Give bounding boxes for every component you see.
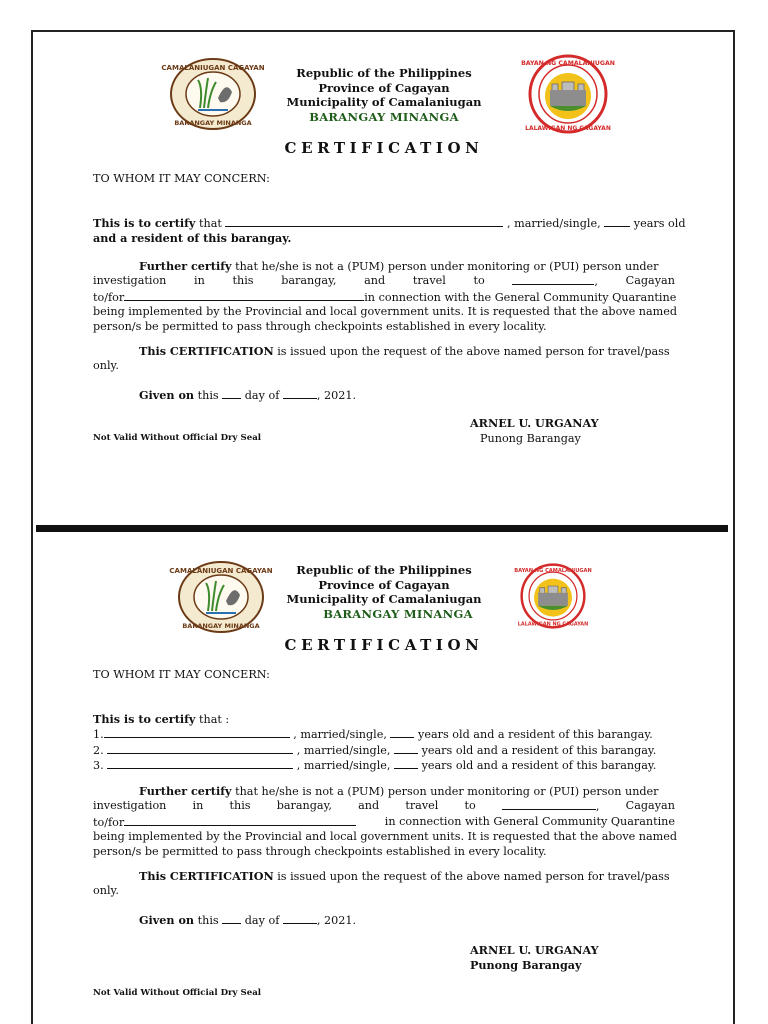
resident-line: and a resident of this barangay. <box>93 231 292 246</box>
issued-line2: only. <box>93 884 119 898</box>
further-line5: person/s be permitted to pass through checkpoints established in every locality. <box>93 319 547 333</box>
issued-paragraph <box>93 344 675 374</box>
certify-paragraph <box>93 712 675 774</box>
dry-seal-note: Not Valid Without Official Dry Seal <box>93 433 262 443</box>
header-municipality: Municipality of Camalaniugan <box>286 592 482 606</box>
further-bold: Further certify <box>139 259 232 273</box>
word-investigation: investigation <box>93 799 167 813</box>
certify-that: that : <box>195 713 230 726</box>
years-old: years old <box>630 217 686 230</box>
connection-text: in connection with General Community Quarantine <box>384 814 675 828</box>
header-municipality: Municipality of Camalaniugan <box>286 95 482 109</box>
signature-block <box>470 943 599 973</box>
svg-text:LALAWIGAN NG CAGAYAN: LALAWIGAN NG CAGAYAN <box>525 125 611 132</box>
given-year: , 2021. <box>316 389 357 402</box>
given-bold: Given on <box>139 913 195 927</box>
letterhead <box>260 563 508 621</box>
word-travel: travel <box>405 799 439 813</box>
day-blank[interactable] <box>222 913 241 924</box>
month-blank[interactable] <box>283 913 317 924</box>
name-blank[interactable] <box>225 216 503 227</box>
word-investigation: investigation <box>93 274 167 288</box>
word-in: in <box>194 274 205 288</box>
municipal-seal-icon <box>514 563 592 629</box>
svg-text:BAYAN NG CAMALANIUGAN: BAYAN NG CAMALANIUGAN <box>521 60 615 67</box>
municipal-seal-icon <box>521 54 615 134</box>
signatory-position: Punong Barangay <box>470 958 582 972</box>
svg-text:BARANGAY MINANGA: BARANGAY MINANGA <box>174 119 252 127</box>
further-bold: Further certify <box>139 784 232 798</box>
document-title: CERTIFICATION <box>284 636 484 654</box>
given-year: , 2021. <box>316 914 357 927</box>
signatory-position: Punong Barangay <box>480 432 581 445</box>
destination-blank[interactable] <box>512 274 594 285</box>
row-number: 1. <box>93 728 104 742</box>
header-republic: Republic of the Philippines <box>296 66 472 80</box>
row-number: 3. <box>93 759 108 773</box>
further-line1: that he/she is not a (PUM) person under monitoring or (PUI) person under <box>231 785 659 798</box>
row-number: 2. <box>93 743 108 757</box>
word-to-for: to/for <box>93 290 125 304</box>
name-blank[interactable] <box>107 758 293 769</box>
word-cagayan: Cagayan <box>625 274 675 288</box>
person-row-2 <box>93 743 675 758</box>
word-barangay: barangay, <box>281 274 337 288</box>
header-barangay: BARANGAY MINANGA <box>323 606 473 621</box>
purpose-blank[interactable] <box>124 815 356 826</box>
svg-text:BARANGAY MINANGA: BARANGAY MINANGA <box>182 622 260 630</box>
married-single: , married/single, <box>293 759 395 773</box>
married-single: , married/single, <box>503 217 605 230</box>
svg-text:CAMALANIUGAN CAGAYAN: CAMALANIUGAN CAGAYAN <box>161 64 265 72</box>
letterhead <box>260 66 508 124</box>
certify-bold: This is to certify <box>93 712 196 726</box>
given-bold: Given on <box>139 388 195 402</box>
given-this: this <box>194 389 223 402</box>
svg-text:LALAWIGAN NG CAGAYAN: LALAWIGAN NG CAGAYAN <box>517 621 589 628</box>
person-row-3 <box>93 758 675 773</box>
name-blank[interactable] <box>104 727 290 738</box>
word-barangay: barangay, <box>276 799 332 813</box>
age-blank[interactable] <box>394 743 418 754</box>
certify-bold: This is to certify <box>93 216 196 230</box>
signatory-name: ARNEL U. URGANAY <box>470 416 599 430</box>
header-barangay: BARANGAY MINANGA <box>309 109 459 124</box>
resident-text: years old and a resident of this barangay. <box>414 728 653 742</box>
salutation: TO WHOM IT MAY CONCERN: <box>93 172 270 185</box>
svg-text:CAMALANIUGAN CAGAYAN: CAMALANIUGAN CAGAYAN <box>169 567 273 575</box>
further-line4: being implemented by the Provincial and local government units. It is requested that the above named <box>93 830 678 844</box>
married-single: , married/single, <box>293 743 395 757</box>
day-blank[interactable] <box>222 388 241 399</box>
name-blank[interactable] <box>107 743 293 754</box>
document-title: CERTIFICATION <box>284 139 484 157</box>
purpose-blank[interactable] <box>124 290 364 301</box>
connection-text: in connection with the General Community Quarantine <box>364 290 677 304</box>
section-divider <box>36 525 728 532</box>
given-day-of: day of <box>241 389 283 402</box>
signatory-name: ARNEL U. URGANAY <box>470 943 599 957</box>
word-and: and <box>364 274 386 288</box>
svg-text:BAYAN NG CAMALANIUGAN: BAYAN NG CAMALANIUGAN <box>514 568 592 575</box>
comma: , <box>595 800 600 814</box>
issued-bold: This CERTIFICATION <box>139 869 274 883</box>
salutation: TO WHOM IT MAY CONCERN: <box>93 668 270 681</box>
further-line4: being implemented by the Provincial and local government units. It is requested that the above named <box>93 305 678 319</box>
age-blank[interactable] <box>390 727 414 738</box>
word-to-for: to/for <box>93 815 125 829</box>
married-single: , married/single, <box>289 728 391 742</box>
certify-that: that <box>195 217 226 230</box>
word-travel: travel <box>412 274 446 288</box>
further-line1: that he/she is not a (PUM) person under monitoring or (PUI) person under <box>231 260 659 273</box>
comma: , <box>594 275 598 289</box>
further-certify-paragraph <box>93 784 678 859</box>
age-blank[interactable] <box>394 758 418 769</box>
header-province: Province of Cagayan <box>318 577 450 592</box>
header-province: Province of Cagayan <box>318 80 450 95</box>
destination-blank[interactable] <box>502 799 596 810</box>
given-paragraph <box>93 913 675 928</box>
resident-text: years old and a resident of this barangay. <box>418 759 657 773</box>
word-this: this <box>229 799 251 813</box>
given-this: this <box>194 914 223 927</box>
certify-paragraph <box>93 216 686 246</box>
signature-block <box>470 416 599 446</box>
further-certify-paragraph <box>93 259 678 334</box>
month-blank[interactable] <box>283 388 317 399</box>
word-this: this <box>232 274 254 288</box>
word-and: and <box>358 799 380 813</box>
header-republic: Republic of the Philippines <box>296 563 472 577</box>
resident-text: years old and a resident of this barangay. <box>418 743 657 757</box>
issued-rest: is issued upon the request of the above named person for travel/pass <box>273 870 670 883</box>
person-row-1 <box>93 727 675 742</box>
given-paragraph <box>93 388 675 403</box>
barangay-seal-icon <box>169 561 273 633</box>
given-day-of: day of <box>241 914 283 927</box>
issued-bold: This CERTIFICATION <box>139 344 274 358</box>
word-cagayan: Cagayan <box>625 799 675 813</box>
issued-paragraph <box>93 869 675 899</box>
word-in: in <box>192 799 204 813</box>
dry-seal-note: Not Valid Without Official Dry Seal <box>93 988 262 998</box>
word-to: to <box>473 274 485 288</box>
issued-line2: only. <box>93 359 119 373</box>
barangay-seal-icon <box>161 58 265 130</box>
further-line5: person/s be permitted to pass through checkpoints established in every locality. <box>93 844 547 858</box>
issued-rest: is issued upon the request of the above named person for travel/pass <box>273 345 670 358</box>
word-to: to <box>464 799 476 813</box>
age-blank[interactable] <box>604 216 630 227</box>
